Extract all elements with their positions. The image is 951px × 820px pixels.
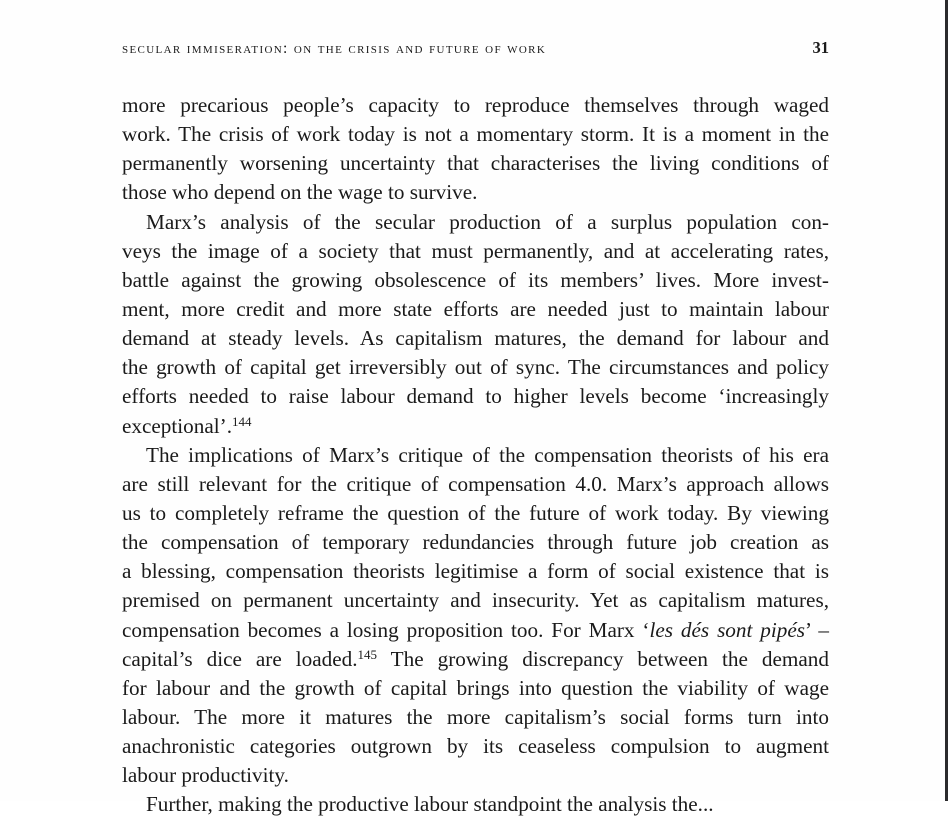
page-number: 31 <box>812 38 829 57</box>
running-head <box>122 38 829 58</box>
text-line: premised on permanent uncertainty and insecurity. Yet as capitalism matures, <box>122 588 829 613</box>
text-line: labour. The more it matures the more capitalism’s social forms turn into <box>122 704 829 729</box>
text-line: those who depend on the wage to survive. <box>122 180 478 205</box>
line-text: compensation becomes a losing proposition too. For Marx ‘ <box>122 617 650 642</box>
paragraph <box>122 790 829 819</box>
body-text <box>122 91 829 820</box>
text-line: permanently worsening uncertainty that characterises the living conditions of <box>122 151 829 176</box>
text-line: demand at steady levels. As capitalism matures, the demand for labour and <box>122 326 829 351</box>
text-line: for labour and the growth of capital brings into question the viability of wage <box>122 675 829 700</box>
page-edge-scrollbar[interactable] <box>945 0 948 801</box>
text-line: efforts needed to raise labour demand to higher levels become ‘increasingly <box>122 384 829 409</box>
text-line: us to completely reframe the question of the future of work today. By viewing <box>122 500 829 525</box>
text-line <box>122 645 829 674</box>
line-text: The growing discrepancy between the demand <box>377 646 829 671</box>
running-head-title: secular immiseration: on the crisis and future of work <box>122 40 547 57</box>
text-line: battle against the growing obsolescence of its members’ lives. More invest- <box>122 267 829 292</box>
text-line <box>122 412 829 441</box>
text-line <box>122 616 829 645</box>
text-line: Further, making the productive labour standpoint the analysis the... <box>146 792 714 817</box>
text-line: ment, more credit and more state efforts are needed just to maintain labour <box>122 296 829 321</box>
text-line: work. The crisis of work today is not a momentary storm. It is a moment in the <box>122 122 829 147</box>
italic-quote: les dés sont pipés <box>649 617 806 642</box>
text-line: veys the image of a society that must permanently, and at accelerating rates, <box>122 238 829 263</box>
text-line: are still relevant for the critique of compensation 4.0. Marx’s approach allows <box>122 471 829 496</box>
paragraph <box>122 91 829 208</box>
text-line: the compensation of temporary redundancies through future job creation as <box>122 530 829 555</box>
text-line: anachronistic categories outgrown by its ceaseless compulsion to augment <box>122 734 829 759</box>
line-text: exceptional’. <box>122 413 233 438</box>
footnote-ref-145[interactable]: 145 <box>357 646 378 662</box>
paragraph <box>122 441 829 791</box>
text-line: a blessing, compensation theorists legitimise a form of social existence that is <box>122 559 829 584</box>
line-text: ’ – <box>805 617 829 642</box>
text-line: more precarious people’s capacity to reproduce themselves through waged <box>122 93 829 117</box>
footnote-ref-144[interactable]: 144 <box>232 413 252 429</box>
text-line: labour productivity. <box>122 763 289 788</box>
text-line: Marx’s analysis of the secular production of a surplus population con- <box>146 209 829 234</box>
line-text: capital’s dice are loaded. <box>122 646 358 671</box>
paragraph <box>122 208 829 441</box>
text-line: the growth of capital get irreversibly out of sync. The circumstances and policy <box>122 355 829 380</box>
text-line: The implications of Marx’s critique of the compensation theorists of his era <box>146 442 829 467</box>
